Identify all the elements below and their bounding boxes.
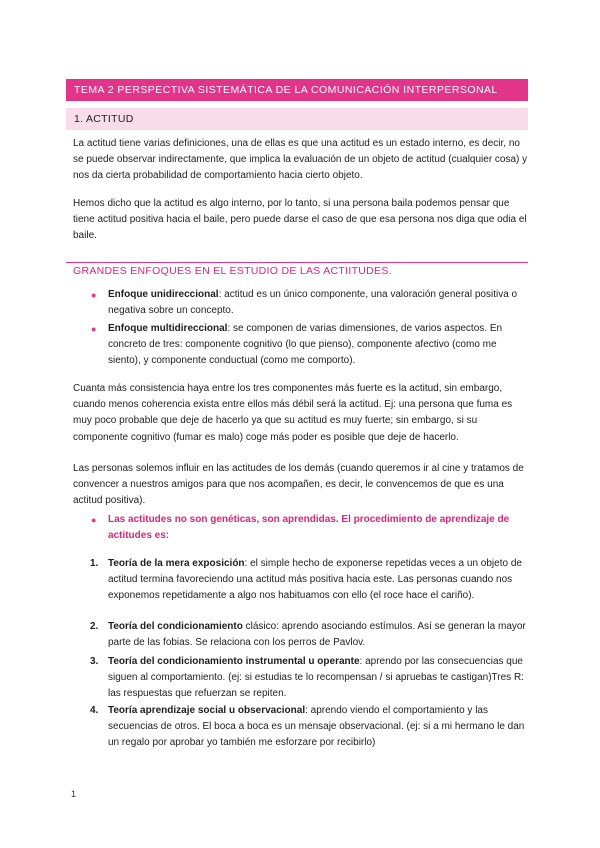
page-number: 1 [71,789,77,799]
bullet-icon: ● [91,290,97,300]
list-number: 1. [90,558,99,569]
document-title: TEMA 2 PERSPECTIVA SISTEMÁTICA DE LA COMUNICACIÓN INTERPERSONAL [66,79,528,101]
body-paragraph-4: Las personas solemos influir en las actitudes de los demás (cuando queremos ir al cine y tratamos de convencer a nuestros amigos para que nos acompañen, es decir, le convencemos de que es una actitud positiva). [73,463,524,507]
approach-text: : se componen de varias dimensiones, de varios aspectos. En concreto de tres: componente cognitivo (lo que pienso), componente afectivo (como me siento), y componente conductual (como me comporto). [108,323,503,367]
list-number: 4. [90,705,99,716]
list-item [108,556,526,605]
section-divider [66,262,528,263]
bullet-icon: ● [91,515,97,525]
intro-paragraph-1: La actitud tiene varias definiciones, una de ellas es que una actitud es un estado interno, es decir, no se puede observar indirectamente, que implica la evaluación de un objeto de actitud (cualquier cosa) y nos da cierta probabilidad de comportamiento hacia cierto objeto. [73,138,528,182]
list-item [108,321,526,370]
theory-term: Teoría aprendizaje social u observacional [108,705,306,716]
list-item [108,287,526,319]
theory-text: : el simple hecho de exponerse repetidas veces a un objeto de actitud termina favoreciendo una actitud más positiva hacia este. Las personas cuando nos exponemos repetidamente a algo nos habituamos con ello (el roce hace el cariño). [108,558,522,602]
approaches-heading: GRANDES ENFOQUES EN EL ESTUDIO DE LAS ACTIITUDES. [73,265,392,277]
body-paragraph-3: Cuanta más consistencia haya entre los tres componentes más fuerte es la actitud, sin embargo, cuando menos coherencia exista entre ellos más débil será la actitud. Ej: una persona que fuma es muy poco probable que deje de hacerlo ya que su actitud es muy fuerte; sin embargo, si su componente cognitivo (fumar es malo) coge más poder es posible que deje de hacerlo. [73,383,513,443]
section-heading: 1. ACTITUD [66,108,528,130]
list-item [108,619,526,651]
approach-text: : actitud es un único componente, una valoración general positiva o negativa sobre un concepto. [108,289,518,317]
learning-highlight: Las actitudes no son genéticas, son aprendidas. El procedimiento de aprendizaje de actitudes es: [108,514,510,542]
bullet-icon: ● [91,324,97,334]
list-item [108,654,526,703]
theory-text: : aprendo por las consecuencias que siguen al comportamiento. (ej: si estudias te lo recompensan / si apruebas te castigan)Tres R: las respuestas que refuerzan se repiten. [108,656,524,700]
list-item [108,703,526,752]
approach-term: Enfoque unidireccional [108,289,219,300]
theory-text: clásico: aprendo asociando estímulos. Así se generan la mayor parte de las fobias. Se relaciona con los perros de Pavlov. [108,621,526,649]
theory-text: : aprendo viendo el comportamiento y las secuencias de otros. El boca a boca es un mensaje observacional. (ej: si a mi hermano le dan un regalo por aprobar yo también me esforzare por recibirlo) [108,705,525,749]
theory-term: Teoría del condicionamiento [108,621,243,632]
theory-term: Teoría del condicionamiento instrumental u operante [108,656,360,667]
list-number: 3. [90,656,99,667]
theory-term: Teoría de la mera exposición [108,558,245,569]
intro-paragraph-2: Hemos dicho que la actitud es algo interno, por lo tanto, si una persona baila podemos pensar que tiene actitud positiva hacia el baile, pero puede darse el caso de que esa persona nos diga que odia el baile. [73,198,527,242]
list-number: 2. [90,621,99,632]
approach-term: Enfoque multidireccional [108,323,228,334]
